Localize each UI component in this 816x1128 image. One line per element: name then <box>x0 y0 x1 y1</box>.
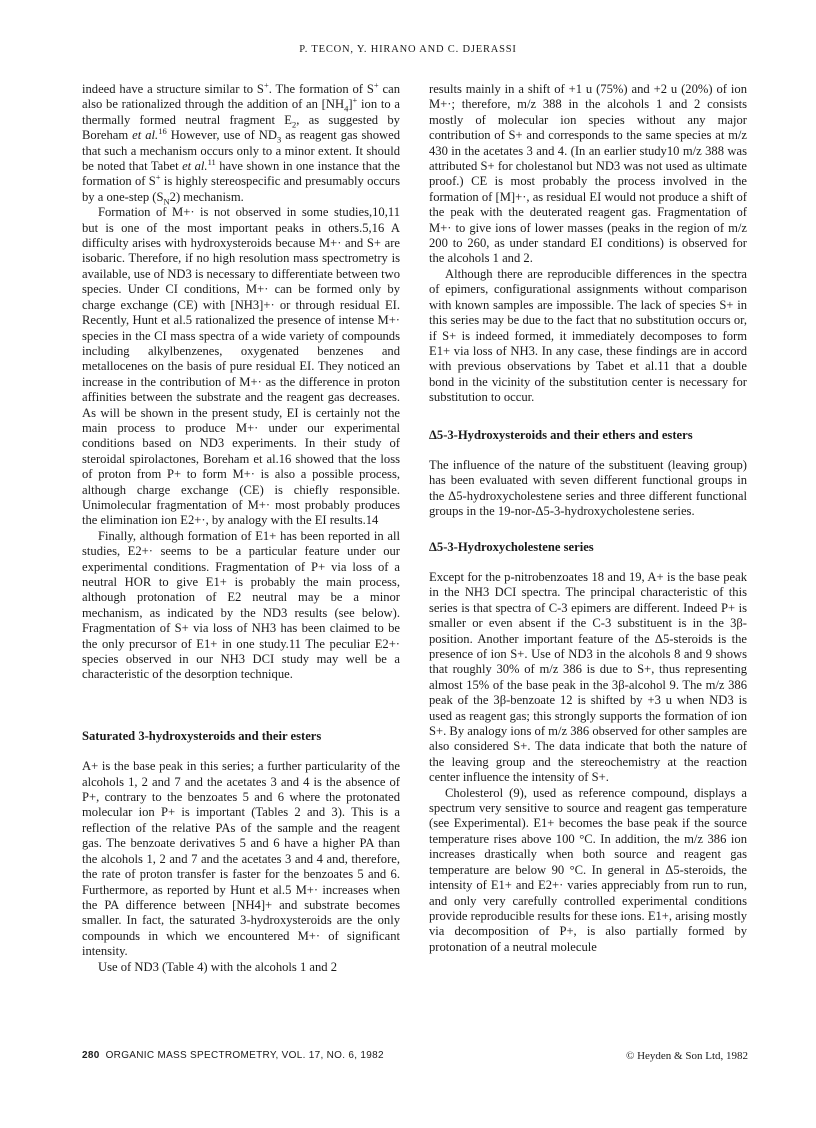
subsection-heading: Δ5-3-Hydroxycholestene series <box>429 539 594 554</box>
paragraph: The influence of the nature of the substituent (leaving group) has been evaluated with seven different functional groups in the Δ5-hydroxycholestene series and three different functional groups in the 19-nor-Δ5-3-hydroxycholestene series. <box>429 457 747 519</box>
section-heading: Saturated 3-hydroxysteroids and their esters <box>82 728 322 743</box>
paragraph: results mainly in a shift of +1 u (75%) and +2 u (20%) of ion M+·; therefore, m/z 388 in the alcohols 1 and 2 consists mostly of molecular ion species without any major contribution of S+ and corresponds to the same species at m/z 430 in the acetates 3 and 4. (In an earlier study10 m/z 388 was attributed S+ for cholestanol but ND3 was not used as ultimate proof.) CE is most probably the process involved in the formation of [M]+·, as residual EI would not produce a shift of the peak with the deuterated reagent gas. Fragmentation of M+· to give ions of lower masses (peaks in the region of m/z 200 to 260, as under standard EI conditions) is observed for the alcohols 1 and 2. <box>429 82 747 266</box>
copyright: © Heyden & Son Ltd, 1982 <box>625 1050 748 1062</box>
paragraph: indeed have a structure similar to S+. The formation of S+ can also be rationalized through the addition of an $[NH_4]^+$ ion to a thermally formed neutral fragment $E_2$, as suggested by Boreham et al.$^{16}$ However, use of $ND_3$ as reagent gas showed that such a mechanism occurs only to a minor extent. It should be noted that Tabet et al.$^{11}$ have shown in one instance that the formation of S+ is highly stereospecific and presumably occurs by a one-step $(S_N2)$ mechanism. <box>82 79 401 207</box>
footer-journal <box>82 1050 384 1061</box>
paragraph: Use of ND3 (Table 4) with the alcohols 1 and 2 <box>98 959 338 974</box>
paragraph: Except for the p-nitrobenzoates 18 and 19, A+ is the base peak in the NH3 DCI spectra. The principal characteristic of this series is that spectra of C-3 epimers are different. Indeed P+ is smaller or even absent if the C-3 substituent is in the 3β-position. Another important feature of the Δ5-steroids is the presence of ion S+. Use of ND3 in the alcohols 8 and 9 shows that roughly 30% of m/z 386 is due to S+, thus representing almost 15% of the base peak in the 3β-alcohol 9. The m/z 386 peak of the 3β-benzoate 12 is shifted by +3 u when ND3 is used as reagent gas; this strongly supports the formation of ion S+. By analogy ions of m/z 386 observed for other samples are also considered S+. The data indicate that both the nature of the leaving group and the stereochemistry at the reaction center influence the intensity of S+. <box>429 569 747 785</box>
journal-citation: ORGANIC MASS SPECTROMETRY, VOL. 17, NO. 6, 1982 <box>105 1050 384 1061</box>
section-heading: Δ5-3-Hydroxysteroids and their ethers and esters <box>429 427 693 442</box>
paragraph: Formation of M+· is not observed in some studies,10,11 but is one of the most important peaks in others.5,16 A difficulty arises with hydroxysteroids because M+· and S+ are isobaric. Therefore, if no high resolution mass spectrometry is available, use of ND3 is necessary to differentiate between two species. Under CI conditions, M+· can be formed only by charge exchange (CE) with [NH3]+· or through residual EI. Recently, Hunt et al.5 rationalized the presence of intense M+· species in the CI mass spectra of a wide variety of compounds including alkylbenzenes, oxygenated benzenes and metallocenes on the basis of pure residual EI. They noticed an increase in the contribution of M+· as the difference in proton affinities between the substrate and the reagent gas decreases. As will be shown in the present study, EI is certainly not the main process to produce M+· under our experimental conditions based on ND3 experiments. In their study of steroidal spirolactones, Boreham et al.16 showed that the loss of proton from P+ to form M+· is also a possible process, although charge exchange (CE) is chiefly responsible. Unimolecular fragmentation of M+· most probably produces the elimination ion E2+·, by analogy with the EI results.14 <box>82 205 400 528</box>
paragraph: Cholesterol (9), used as reference compound, displays a spectrum very sensitive to source and reagent gas temperature (see Experimental). E1+ becomes the base peak if the source temperature rises above 100 °C. In addition, the m/z 386 ion increases drastically when both source and reagent gas temperature are below 90 °C. In general in Δ5-steroids, the intensity of E1+ and E2+· varies appreciably from run to run, and only very carefully controlled experimental conditions provide reproducible results for these ions. E1+, arising mostly via decomposition of P+, is also partially formed by protonation of a neutral molecule <box>429 785 747 954</box>
page-number: 280 <box>82 1050 100 1061</box>
paragraph: Finally, although formation of E1+ has been reported in all studies, E2+· seems to be a particular feature under our experimental conditions. Fragmentation of P+ via loss of a neutral HOR to give E1+ is probably the main process, although protonation of E2 neutral may be a minor mechanism, as indicated by the ND3 results (see below). Fragmentation of S+ via loss of NH3 has been claimed to be the only precursor of E1+ in one study.11 The peculiar E2+· species observed in our NH3 DCI study may well be a characteristic of the desorption technique. <box>82 528 400 682</box>
paragraph: Although there are reproducible differences in the spectra of epimers, configurational assignments without comparison with known samples are impossible. The lack of species S+ in this series may be due to the fact that no substitution occurs or, if S+ is indeed formed, it immediately decomposes to form E1+ via loss of NH3. In any case, these findings are in accord with previous observations by Tabet et al.11 that a double bond in the vicinity of the substitution center is necessary for substitution to occur. <box>429 266 747 405</box>
paragraph: A+ is the base peak in this series; a further particularity of the alcohols 1, 2 and 7 and the acetates 3 and 4 is the absence of P+, contrary to the benzoates 5 and 6 where the protonated molecular ion P+ is important (Tables 2 and 3). This is a reflection of the relative PAs of the sample and the reagent gas. The benzoate derivatives 5 and 6 have a higher PA than the alcohols 1, 2 and 7 and the acetates 3 and 4 and, therefore, the rate of proton transfer is faster for the benzoates 5 and 6. Furthermore, as reported by Hunt et al.5 M+· increases when the PA difference between [NH4]+ and substrate becomes smaller. In fact, the saturated 3-hydroxysteroids are the only compounds in which we encountered M+· of significant intensity. <box>82 759 400 959</box>
right-column <box>429 82 747 955</box>
left-column <box>82 79 401 975</box>
running-head: P. TECON, Y. HIRANO AND C. DJERASSI <box>299 44 517 55</box>
